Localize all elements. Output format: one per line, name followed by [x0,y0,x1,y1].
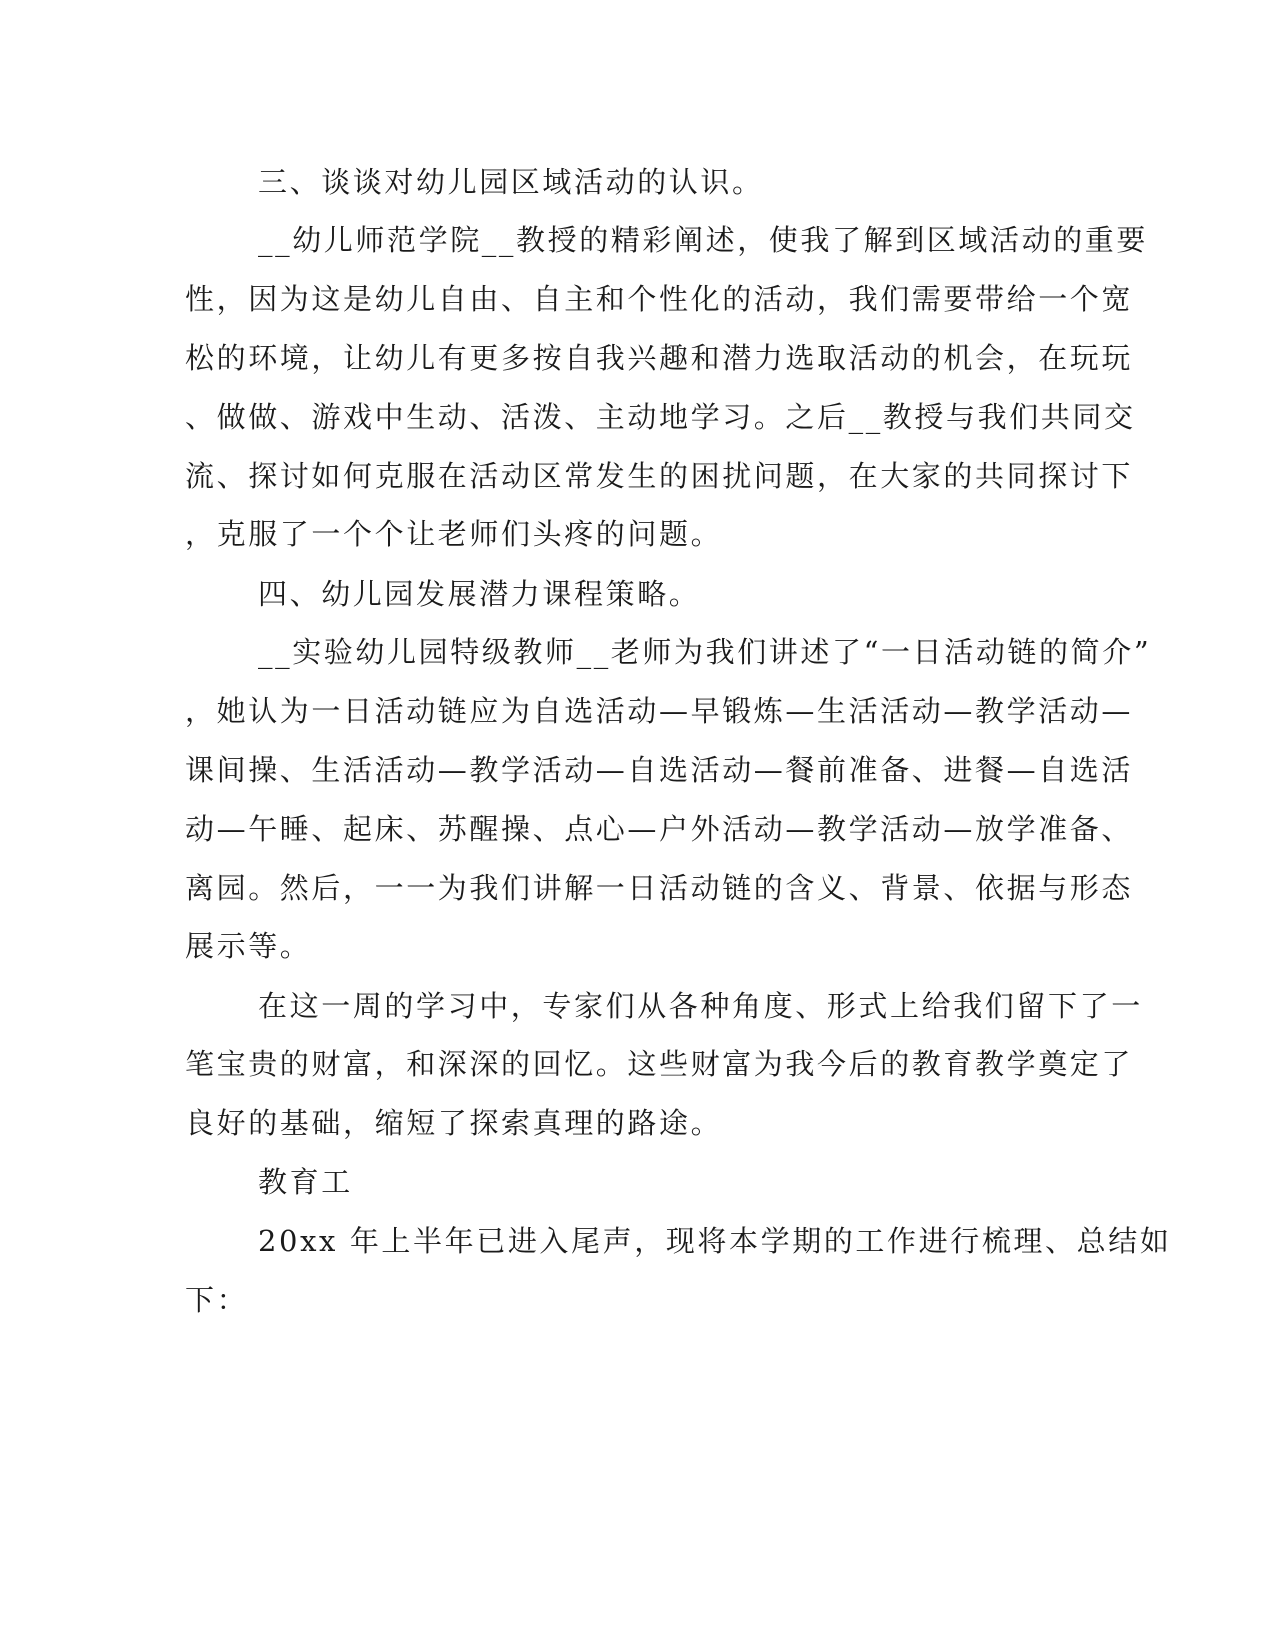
paragraph-line: 流、探讨如何克服在活动区常发生的困扰问题，在大家的共同探讨下 [185,459,1134,493]
paragraph-line: 离园。然后，一一为我们讲解一日活动链的含义、背景、依据与形态 [185,871,1134,905]
paragraph-line: 、做做、游戏中生动、活泼、主动地学习。之后__教授与我们共同交 [185,400,1136,434]
paragraph-line: ，她认为一日活动链应为自选活动—早锻炼—生活活动—教学活动— [185,694,1134,728]
section-heading-4: 四、幼儿园发展潜力课程策略。 [258,577,701,611]
paragraph-line: 动—午睡、起床、苏醒操、点心—户外活动—教学活动—放学准备、 [185,812,1134,846]
paragraph-line: ，克服了一个个让老师们头疼的问题。 [185,517,723,551]
paragraph-line: 性，因为这是幼儿自由、自主和个性化的活动，我们需要带给一个宽 [185,282,1134,316]
paragraph-line: 良好的基础，缩短了探索真理的路途。 [185,1106,723,1140]
paragraph-line: 松的环境，让幼儿有更多按自我兴趣和潜力选取活动的机会，在玩玩 [185,341,1134,375]
paragraph-line: __实验幼儿园特级教师__老师为我们讲述了“一日活动链的简介” [258,635,1152,669]
paragraph-line: 笔宝贵的财富，和深深的回忆。这些财富为我今后的教育教学奠定了 [185,1047,1134,1081]
paragraph-line: 课间操、生活活动—教学活动—自选活动—餐前准备、进餐—自选活 [185,753,1134,787]
paragraph-line: __幼儿师范学院__教授的精彩阐述，使我了解到区域活动的重要 [258,223,1149,257]
section-heading-3: 三、谈谈对幼儿园区域活动的认识。 [258,165,764,199]
paragraph-line: 20xx 年上半年已进入尾声，现将本学期的工作进行梳理、总结如 [258,1224,1172,1258]
paragraph-line: 在这一周的学习中，专家们从各种角度、形式上给我们留下了一 [258,989,1143,1023]
section-title: 教育工 [258,1165,353,1199]
paragraph-line: 下： [185,1283,249,1317]
paragraph-line: 展示等。 [185,929,312,963]
